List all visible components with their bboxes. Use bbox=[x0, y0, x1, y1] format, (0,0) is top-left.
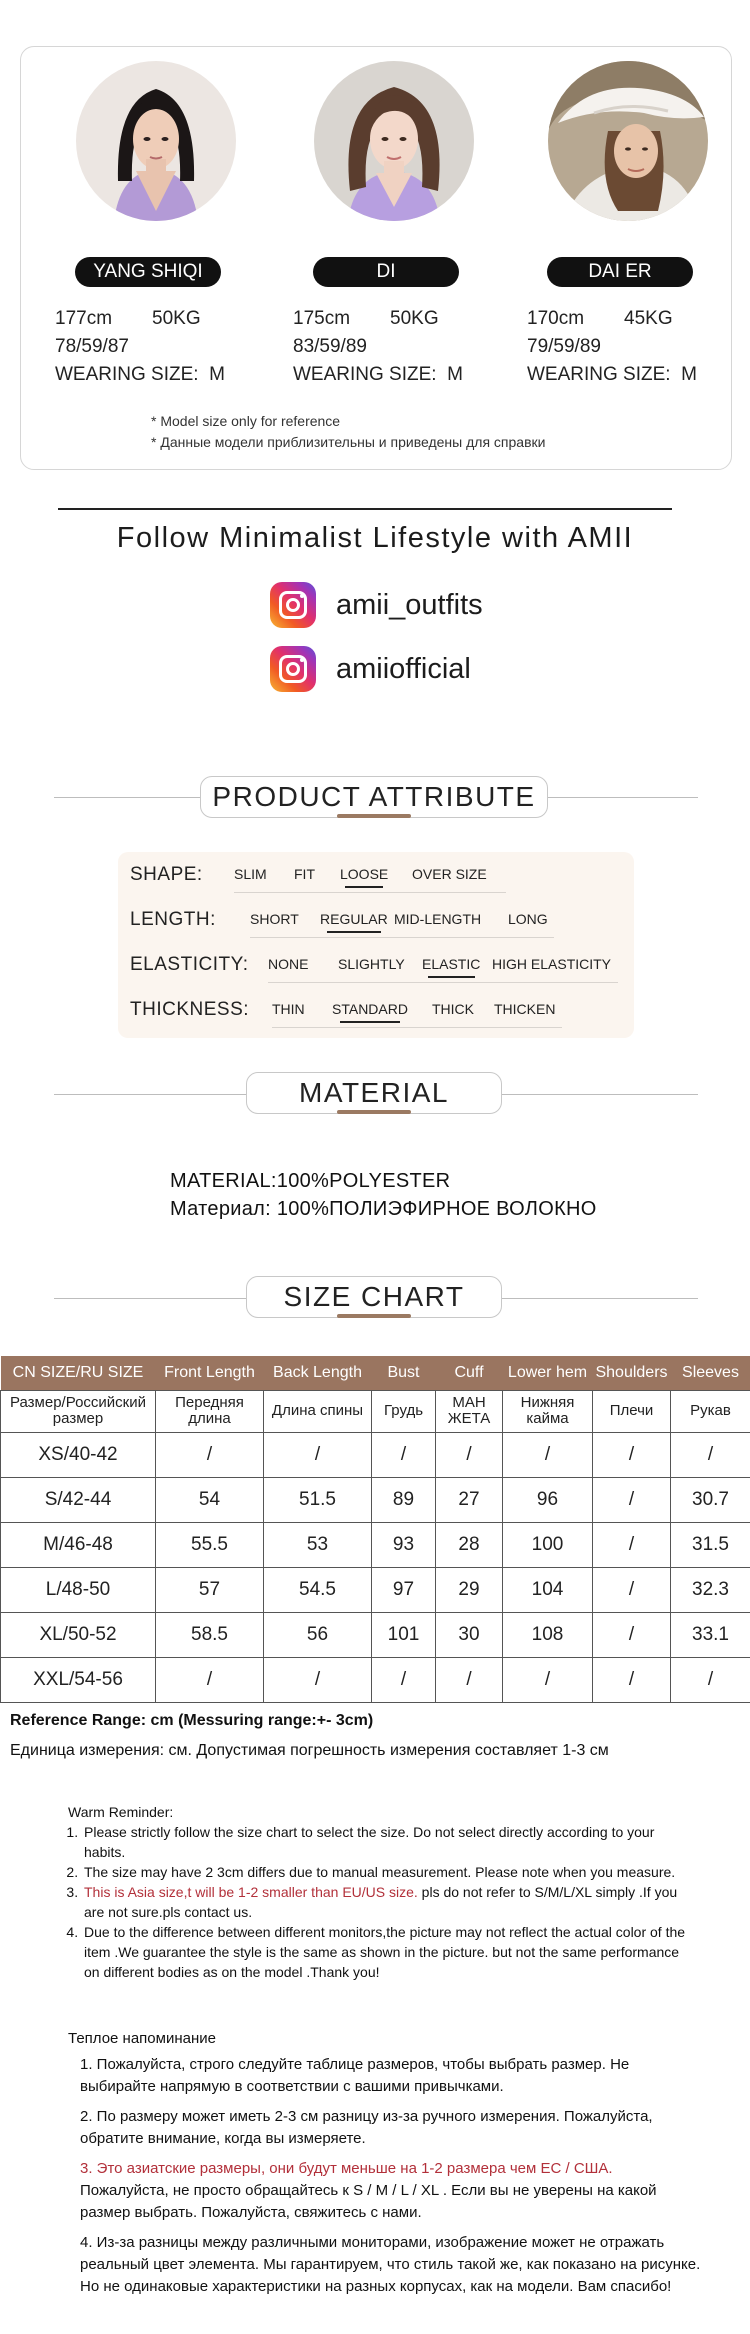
attr-option: THIN bbox=[272, 1001, 305, 1017]
size-col-header: Cuff bbox=[436, 1356, 503, 1390]
reminder-warning: This is Asia size,t will be 1-2 smaller than EU/US size. bbox=[84, 1884, 418, 1900]
size-value-cell: / bbox=[503, 1432, 593, 1477]
instagram-link-amiiofficial[interactable] bbox=[270, 644, 471, 694]
reminder-item: 1. Please strictly follow the size chart to select the size. Do not select directly according to your habits. bbox=[82, 1822, 688, 1862]
size-value-cell: 33.1 bbox=[671, 1612, 750, 1657]
size-value-cell: 93 bbox=[372, 1522, 436, 1567]
size-chart-header-ru bbox=[1, 1390, 750, 1432]
size-value-cell: 101 bbox=[372, 1612, 436, 1657]
attr-option-selected: LOOSE bbox=[340, 866, 389, 882]
attr-option: FIT bbox=[294, 866, 315, 882]
size-value-cell: 51.5 bbox=[264, 1477, 372, 1522]
attr-label: LENGTH: bbox=[130, 909, 216, 930]
model-weight: 50KG bbox=[152, 308, 201, 329]
section-title-size-chart: SIZE CHART bbox=[246, 1276, 502, 1318]
size-label-cell: XXL/54-56 bbox=[1, 1657, 156, 1702]
section-line bbox=[500, 1094, 698, 1095]
size-value-cell: / bbox=[156, 1657, 264, 1702]
size-value-cell: 29 bbox=[436, 1567, 503, 1612]
attr-option: THICK bbox=[432, 1001, 474, 1017]
size-row bbox=[1, 1522, 750, 1567]
size-chart-table bbox=[0, 1356, 750, 1703]
size-value-cell: 32.3 bbox=[671, 1567, 750, 1612]
size-label-cell: L/48-50 bbox=[1, 1567, 156, 1612]
section-line bbox=[500, 1298, 698, 1299]
size-value-cell: / bbox=[593, 1522, 671, 1567]
attr-row-thickness bbox=[130, 997, 630, 1027]
wearing-size-value: M bbox=[681, 364, 697, 385]
size-row bbox=[1, 1657, 750, 1702]
size-value-cell: 97 bbox=[372, 1567, 436, 1612]
size-value-cell: 104 bbox=[503, 1567, 593, 1612]
size-value-cell: 100 bbox=[503, 1522, 593, 1567]
attr-row-shape bbox=[130, 862, 630, 892]
attr-option-selected: STANDARD bbox=[332, 1001, 408, 1017]
section-line bbox=[54, 1094, 250, 1095]
size-col-header: Sleeves bbox=[671, 1356, 750, 1390]
instagram-icon bbox=[270, 582, 316, 628]
size-value-cell: / bbox=[593, 1477, 671, 1522]
size-row bbox=[1, 1477, 750, 1522]
attr-option: OVER SIZE bbox=[412, 866, 487, 882]
reference-range-en: Reference Range: cm (Messuring range:+- 3cm) bbox=[10, 1712, 374, 1729]
attr-option: HIGH ELASTICITY bbox=[492, 956, 612, 972]
section-line bbox=[54, 797, 204, 798]
attr-option: THICKEN bbox=[494, 1001, 556, 1017]
model-weight: 50KG bbox=[390, 308, 439, 329]
size-label-cell: XL/50-52 bbox=[1, 1612, 156, 1657]
size-col-header: Shoulders bbox=[593, 1356, 671, 1390]
size-value-cell: / bbox=[436, 1432, 503, 1477]
size-chart-header bbox=[1, 1356, 750, 1390]
reminder-ru-item: 2. По размеру может иметь 2-3 см разницу из-за ручного измерения. Пожалуйста, обратите внимание, когда вы измеряете. bbox=[80, 2108, 653, 2147]
model-height: 170cm bbox=[527, 308, 585, 329]
instagram-link-amii-outfits[interactable] bbox=[270, 580, 483, 630]
instagram-icon bbox=[270, 646, 316, 692]
size-value-cell: / bbox=[436, 1657, 503, 1702]
warm-reminder-en bbox=[68, 1802, 688, 1982]
size-value-cell: 54 bbox=[156, 1477, 264, 1522]
size-value-cell: 30.7 bbox=[671, 1477, 750, 1522]
size-value-cell: 54.5 bbox=[264, 1567, 372, 1612]
model-stats bbox=[293, 305, 463, 389]
attr-option: LONG bbox=[508, 911, 548, 927]
model-measures: 83/59/89 bbox=[293, 336, 367, 357]
attr-line bbox=[268, 982, 618, 983]
model-photo-di bbox=[314, 61, 474, 221]
size-col-header: Front Length bbox=[156, 1356, 264, 1390]
attr-option-selected: ELASTIC bbox=[422, 956, 481, 972]
size-label-cell: XS/40-42 bbox=[1, 1432, 156, 1477]
model-name-badge: DAI ER bbox=[547, 257, 693, 287]
attr-line bbox=[234, 892, 506, 893]
model-note-en: * Model size only for reference bbox=[151, 413, 341, 429]
section-underline bbox=[337, 814, 411, 818]
section-underline bbox=[337, 1110, 411, 1114]
size-value-cell: / bbox=[372, 1432, 436, 1477]
product-attribute-panel bbox=[118, 852, 634, 1038]
size-value-cell: / bbox=[372, 1657, 436, 1702]
model-photo-yang-shiqi bbox=[76, 61, 236, 221]
model-size-card bbox=[20, 46, 732, 470]
warm-reminder-ru-title: Теплое напоминание bbox=[68, 2030, 216, 2047]
warm-reminder-title: Warm Reminder: bbox=[68, 1804, 174, 1820]
size-col-header: CN SIZE/RU SIZE bbox=[1, 1356, 156, 1390]
size-value-cell: / bbox=[593, 1432, 671, 1477]
size-value-cell: 57 bbox=[156, 1567, 264, 1612]
material-en: MATERIAL:100%POLYESTER bbox=[170, 1170, 451, 1192]
attr-option: MID-LENGTH bbox=[394, 911, 482, 927]
size-value-cell: / bbox=[264, 1432, 372, 1477]
size-col-header: Lower hem bbox=[503, 1356, 593, 1390]
size-value-cell: / bbox=[671, 1432, 750, 1477]
size-col-header-ru: МАН ЖЕТА bbox=[436, 1390, 503, 1432]
reminder-ru-warning: 3. Это азиатские размеры, они будут меньше на 1-2 размера чем ЕС / США. bbox=[80, 2160, 613, 2177]
divider bbox=[58, 508, 672, 510]
size-value-cell: 55.5 bbox=[156, 1522, 264, 1567]
size-col-header: Bust bbox=[372, 1356, 436, 1390]
model-1 bbox=[41, 61, 271, 385]
size-col-header: Back Length bbox=[264, 1356, 372, 1390]
attr-label: THICKNESS: bbox=[130, 999, 250, 1020]
size-value-cell: 28 bbox=[436, 1522, 503, 1567]
model-name-badge: YANG SHIQI bbox=[75, 257, 221, 287]
size-col-header-ru: Передняя длина bbox=[156, 1390, 264, 1432]
reminder-item: 4. Due to the difference between different monitors,the picture may not reflect the actual color of the item .We guarantee the style is the same as shown in the picture. but not the same performance on different bodies as on the model .Thank you! bbox=[82, 1922, 688, 1982]
attr-label: SHAPE: bbox=[130, 864, 203, 885]
model-measures: 79/59/89 bbox=[527, 336, 601, 357]
model-height: 177cm bbox=[55, 308, 113, 329]
size-value-cell: 89 bbox=[372, 1477, 436, 1522]
model-stats bbox=[527, 305, 697, 389]
attr-option-selected: REGULAR bbox=[320, 911, 388, 927]
size-col-header-ru: Грудь bbox=[372, 1390, 436, 1432]
material-ru: Материал: 100%ПОЛИЭФИРНОЕ ВОЛОКНО bbox=[170, 1198, 597, 1220]
warm-reminder-ru bbox=[68, 2028, 708, 2306]
attr-label: ELASTICITY: bbox=[130, 954, 249, 975]
wearing-size-value: M bbox=[447, 364, 463, 385]
size-label-cell: M/46-48 bbox=[1, 1522, 156, 1567]
size-row bbox=[1, 1612, 750, 1657]
size-value-cell: / bbox=[264, 1657, 372, 1702]
section-title-product-attribute: PRODUCT ATTRIBUTE bbox=[200, 776, 548, 818]
reference-range-ru: Единица измерения: см. Допустимая погрешность измерения составляет 1-3 см bbox=[10, 1742, 609, 1759]
size-col-header-ru: Нижняя кайма bbox=[503, 1390, 593, 1432]
reminder-text: pls do not refer to S/M/L/XL simply .If you are not sure.pls contact us. bbox=[84, 1884, 678, 1920]
reminder-ru-item: Пожалуйста, не просто обращайтесь к S / M / L / XL . Если вы не уверены на какой размер выбрать. Пожалуйста, свяжитесь с нами. bbox=[80, 2182, 657, 2221]
attr-option: SLIM bbox=[234, 866, 267, 882]
section-underline bbox=[337, 1314, 411, 1318]
wearing-size-value: M bbox=[209, 364, 225, 385]
model-2 bbox=[279, 61, 509, 385]
section-title-material: MATERIAL bbox=[246, 1072, 502, 1114]
size-col-header-ru: Рукав bbox=[671, 1390, 750, 1432]
model-notes bbox=[151, 411, 545, 453]
instagram-handle[interactable]: amiiofficial bbox=[336, 652, 471, 685]
size-col-header-ru: Длина спины bbox=[264, 1390, 372, 1432]
size-value-cell: / bbox=[593, 1612, 671, 1657]
model-3 bbox=[513, 61, 743, 385]
size-row bbox=[1, 1567, 750, 1612]
reminder-item: 2. The size may have 2 3cm differs due to manual measurement. Please note when you measure. bbox=[82, 1862, 688, 1882]
size-value-cell: 58.5 bbox=[156, 1612, 264, 1657]
model-note-ru: * Данные модели приблизительны и приведены для справки bbox=[151, 434, 546, 450]
size-value-cell: / bbox=[593, 1567, 671, 1612]
size-value-cell: 30 bbox=[436, 1612, 503, 1657]
attr-option: SLIGHTLY bbox=[338, 956, 405, 972]
size-value-cell: 96 bbox=[503, 1477, 593, 1522]
attr-line bbox=[250, 937, 554, 938]
size-value-cell: / bbox=[503, 1657, 593, 1702]
reminder-ru-item: 4. Из-за разницы между различными мониторами, изображение может не отражать реальный цвет элемента. Мы гарантируем, что стиль такой же, как показано на рисунке. Но не одинаковые характеристики на разных корпусах, как на модели. Вам спасибо! bbox=[80, 2234, 701, 2295]
reminder-item bbox=[82, 1882, 688, 1922]
size-label-cell: S/42-44 bbox=[1, 1477, 156, 1522]
attr-option: NONE bbox=[268, 956, 309, 972]
attr-row-length bbox=[130, 907, 630, 937]
model-height: 175cm bbox=[293, 308, 351, 329]
size-value-cell: 31.5 bbox=[671, 1522, 750, 1567]
follow-title: Follow Minimalist Lifestyle with AMII bbox=[116, 522, 634, 554]
size-value-cell: / bbox=[156, 1432, 264, 1477]
size-value-cell: / bbox=[593, 1657, 671, 1702]
section-line bbox=[548, 797, 698, 798]
model-measures: 78/59/87 bbox=[55, 336, 129, 357]
size-value-cell: 27 bbox=[436, 1477, 503, 1522]
wearing-size-label: WEARING SIZE: bbox=[527, 364, 671, 385]
model-weight: 45KG bbox=[624, 308, 673, 329]
size-col-header-ru: Размер/Российский размер bbox=[1, 1390, 156, 1432]
section-line bbox=[54, 1298, 250, 1299]
size-col-header-ru: Плечи bbox=[593, 1390, 671, 1432]
model-photo-dai-er bbox=[548, 61, 708, 221]
size-row bbox=[1, 1432, 750, 1477]
size-value-cell: 53 bbox=[264, 1522, 372, 1567]
model-stats bbox=[55, 305, 225, 389]
model-name-badge: DI bbox=[313, 257, 459, 287]
attr-line bbox=[272, 1027, 562, 1028]
size-value-cell: 108 bbox=[503, 1612, 593, 1657]
wearing-size-label: WEARING SIZE: bbox=[55, 364, 199, 385]
size-value-cell: / bbox=[671, 1657, 750, 1702]
reminder-ru-item: 1. Пожалуйста, строго следуйте таблице размеров, чтобы выбрать размер. Не выбирайте напрямую в соответствии с вашими привычками. bbox=[80, 2056, 630, 2095]
attr-row-elasticity bbox=[130, 952, 630, 982]
size-value-cell: 56 bbox=[264, 1612, 372, 1657]
attr-option: SHORT bbox=[250, 911, 299, 927]
instagram-handle[interactable]: amii_outfits bbox=[336, 588, 483, 621]
wearing-size-label: WEARING SIZE: bbox=[293, 364, 437, 385]
